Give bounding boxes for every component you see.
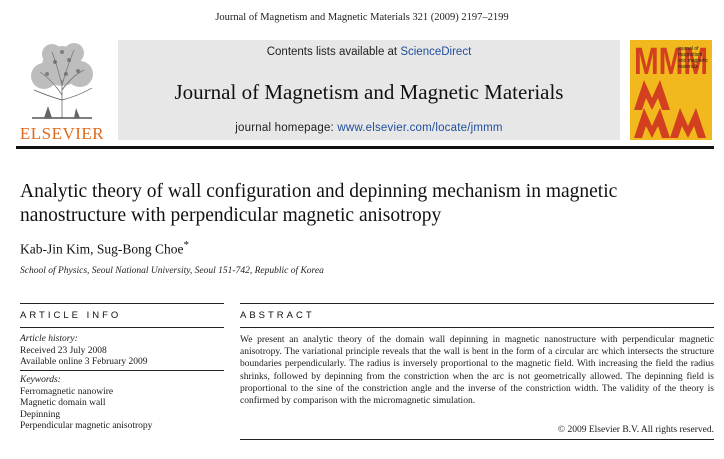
homepage-prefix: journal homepage: <box>235 122 338 134</box>
abstract-bottom-rule <box>240 439 714 440</box>
sciencedirect-link[interactable]: ScienceDirect <box>400 46 472 58</box>
publisher-name: ELSEVIER <box>19 124 105 143</box>
journal-homepage <box>118 122 620 134</box>
affiliation: School of Physics, Seoul National University, Seoul 151-742, Republic of Korea <box>20 266 324 276</box>
cover-letters: MMM <box>634 41 708 83</box>
journal-cover[interactable] <box>630 40 712 140</box>
abstract-top-rule <box>240 303 714 304</box>
article-info-heading: ARTICLE INFO <box>20 310 122 321</box>
homepage-link[interactable]: www.elsevier.com/locate/jmmm <box>337 122 503 134</box>
keyword[interactable]: Ferromagnetic nanowire <box>20 386 114 397</box>
info-mid-rule <box>20 327 224 328</box>
history-label: Article history: <box>20 334 78 344</box>
history-rule <box>20 370 224 371</box>
header-rule <box>16 146 714 149</box>
authors <box>20 239 189 258</box>
available-date: Available online 3 February 2009 <box>20 357 148 367</box>
keyword[interactable]: Perpendicular magnetic anisotropy <box>20 421 153 431</box>
keyword[interactable]: Magnetic domain wall <box>20 398 106 408</box>
abstract-mid-rule <box>240 327 714 328</box>
elsevier-tree-icon <box>22 40 102 120</box>
contents-line <box>118 46 620 58</box>
abstract-text: We present an analytic theory of the domain wall depinning in magnetic nanostructure with perpendicular magnetic anisotropy. The variational principle reveals that the wall is bent in the form of a circular arc which intersects the structure boundaries perpendicularly. The radius is inversely proportional to the magnetic field. With increasing the field the radius shrinks, followed by depinning from the constriction when the arc is not geometrically allowed. The depinning field is proportional to the sine of the constriction angle and the inverse of the constriction width. The validity of the theory is confirmed by comparison with the micromagnetic simulation. <box>240 335 714 407</box>
elsevier-logo[interactable] <box>16 40 108 143</box>
info-top-rule <box>20 303 224 304</box>
journal-band <box>118 40 620 140</box>
journal-title[interactable]: Journal of Magnetism and Magnetic Materials <box>174 80 564 104</box>
contents-prefix: Contents lists available at <box>266 46 401 58</box>
keyword[interactable]: Depinning <box>20 409 61 420</box>
cover-text: journal of magnetism and magnetic materials <box>678 46 709 70</box>
keywords-block <box>20 375 152 433</box>
abstract-heading: ABSTRACT <box>240 310 315 321</box>
journal-reference: Journal of Magnetism and Magnetic Materials 321 (2009) 2197–2199 <box>215 12 509 23</box>
received-date: Received 23 July 2008 <box>20 345 107 356</box>
keywords-label: Keywords: <box>20 375 61 385</box>
copyright: © 2009 Elsevier B.V. All rights reserved. <box>557 425 714 435</box>
article-history <box>20 334 148 369</box>
author-list[interactable]: Kab-Jin Kim, Sug-Bong Choe <box>20 241 184 257</box>
article-title-line-2: nanostructure with perpendicular magnetic anisotropy <box>20 205 442 226</box>
journal-header <box>16 38 714 146</box>
corresponding-author-mark[interactable]: * <box>183 239 189 251</box>
article-title-line-1: Analytic theory of wall configuration and depinning mechanism in magnetic <box>20 181 618 202</box>
article-title <box>20 180 710 228</box>
